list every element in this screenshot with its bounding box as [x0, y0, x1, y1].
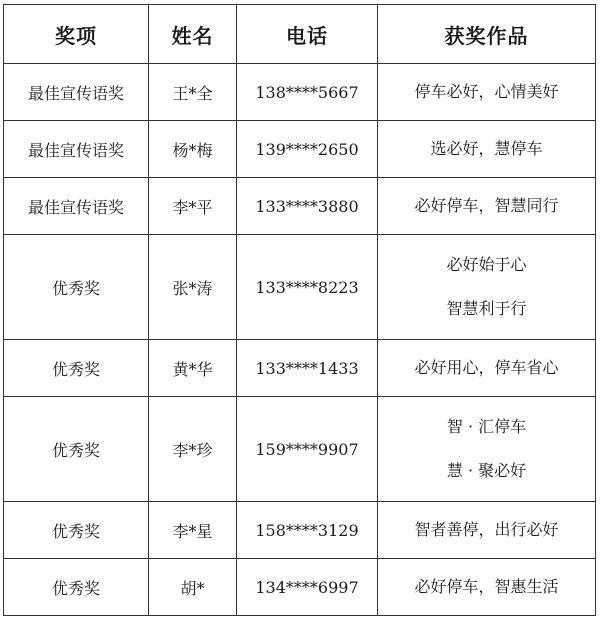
work-line: 必好用心，停车省心: [414, 358, 559, 377]
award-cell: 优秀奖: [4, 397, 149, 502]
table-row: [4, 121, 596, 178]
header-work: 获奖作品: [378, 5, 596, 64]
work-cell: [378, 397, 596, 502]
award-cell: 优秀奖: [4, 502, 149, 559]
work-cell: [378, 64, 596, 121]
table-row: [4, 235, 596, 340]
table-row: [4, 502, 596, 559]
work-line: 必好停车，智慧同行: [414, 196, 559, 215]
header-name: 姓名: [149, 5, 237, 64]
work-line: 必好停车，智惠生活: [414, 577, 559, 596]
name-cell: 张*涛: [149, 235, 237, 340]
work-line: 必好始于心: [446, 255, 527, 274]
table-row: [4, 64, 596, 121]
award-cell: 最佳宣传语奖: [4, 178, 149, 235]
table-row: [4, 340, 596, 397]
table-header-row: [4, 5, 596, 64]
table-row: [4, 178, 596, 235]
header-phone: 电话: [237, 5, 378, 64]
name-cell: 胡*: [149, 559, 237, 616]
phone-cell: 133****3880: [237, 178, 378, 235]
work-cell: [378, 235, 596, 340]
name-cell: 黄*华: [149, 340, 237, 397]
work-cell: [378, 559, 596, 616]
work-line: 智者善停，出行必好: [414, 520, 559, 539]
work-cell: [378, 121, 596, 178]
name-cell: 王*全: [149, 64, 237, 121]
work-line: 智慧利于行: [446, 299, 527, 318]
work-cell: [378, 340, 596, 397]
phone-cell: 139****2650: [237, 121, 378, 178]
award-cell: 最佳宣传语奖: [4, 121, 149, 178]
phone-cell: 138****5667: [237, 64, 378, 121]
award-cell: 优秀奖: [4, 559, 149, 616]
header-award: 奖项: [4, 5, 149, 64]
phone-cell: 134****6997: [237, 559, 378, 616]
work-line: 选必好，慧停车: [430, 139, 543, 158]
work-cell: [378, 178, 596, 235]
phone-cell: 133****1433: [237, 340, 378, 397]
work-line: 智 · 汇停车: [446, 417, 527, 436]
award-cell: 优秀奖: [4, 340, 149, 397]
name-cell: 杨*梅: [149, 121, 237, 178]
work-line: 停车必好，心情美好: [414, 82, 559, 101]
name-cell: 李*星: [149, 502, 237, 559]
phone-cell: 158****3129: [237, 502, 378, 559]
phone-cell: 133****8223: [237, 235, 378, 340]
name-cell: 李*平: [149, 178, 237, 235]
table-row: [4, 397, 596, 502]
phone-cell: 159****9907: [237, 397, 378, 502]
name-cell: 李*珍: [149, 397, 237, 502]
award-cell: 优秀奖: [4, 235, 149, 340]
table-row: [4, 559, 596, 616]
work-line: 慧 · 聚必好: [446, 461, 527, 480]
award-winners-table: [3, 4, 596, 616]
work-cell: [378, 502, 596, 559]
award-cell: 最佳宣传语奖: [4, 64, 149, 121]
